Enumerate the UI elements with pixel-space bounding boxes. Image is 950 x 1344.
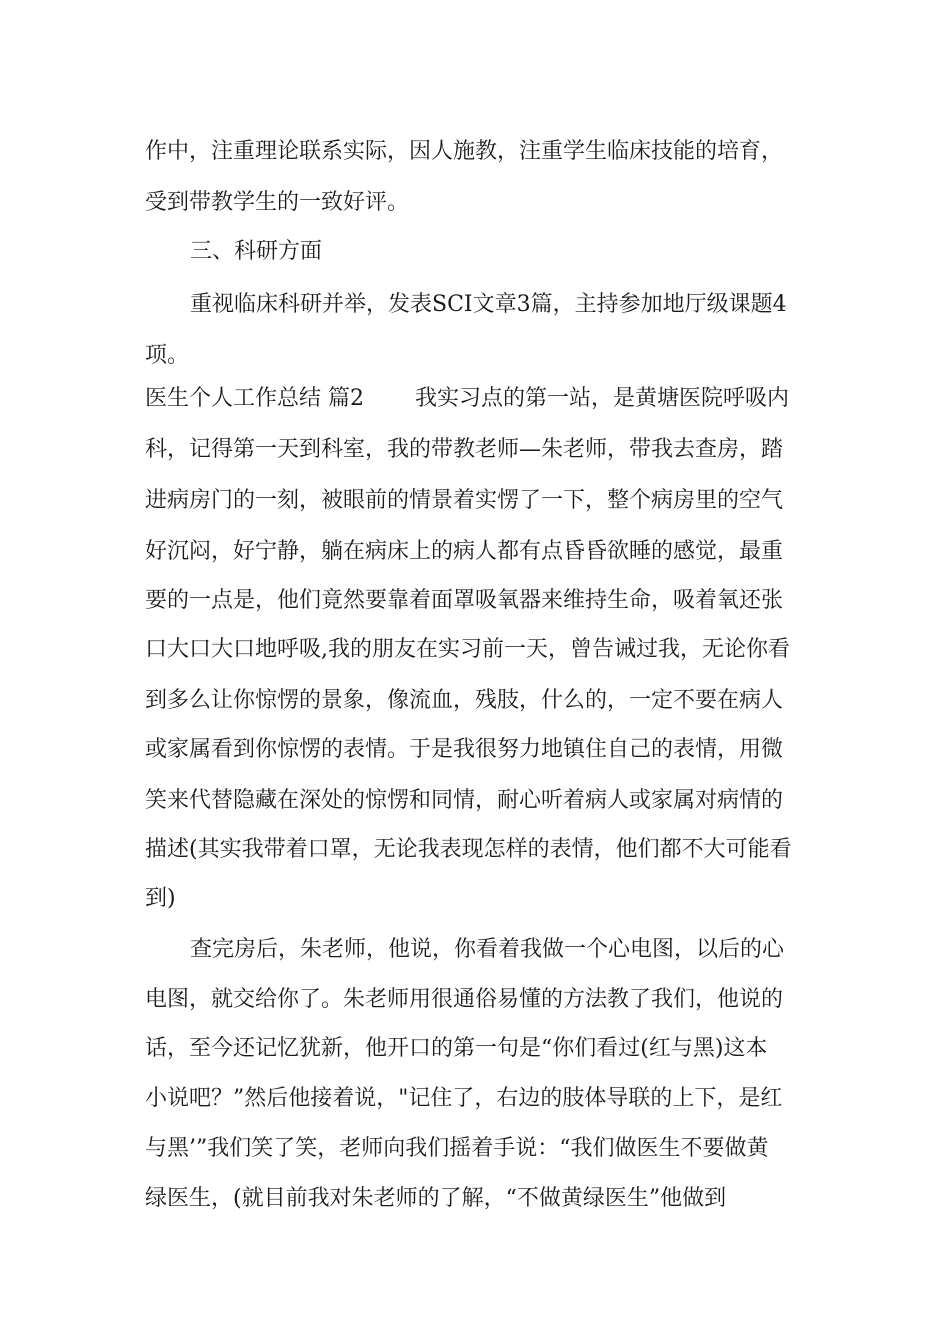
body-text-line: 小说吧？”然后他接着说，"记住了，右边的肢体导联的上下，是红 [145,1086,783,1111]
body-text-line: 到) [145,886,176,911]
body-text-line: 项。 [145,343,190,368]
body-text-line: 到多么让你惊愣的景象，像流血，残肢，什么的，一定不要在病人 [145,688,784,713]
body-text-line: 电图，就交给你了。朱老师用很通俗易懂的方法教了我们，他说的 [145,987,784,1012]
section-heading: 三、科研方面 [190,239,323,264]
body-text-line: 作中，注重理论联系实际，因人施教，注重学生临床技能的培育， [145,139,784,164]
body-text-line: 重视临床科研并举，发表SCI文章3篇，主持参加地厅级课题4 [190,292,787,317]
body-text-line: 话，至今还记忆犹新，他开口的第一句是“你们看过(红与黑)这本 [145,1036,768,1061]
body-text-line: 笑来代替隐藏在深处的惊愣和同情，耐心听着病人或家属对病情的 [145,788,784,813]
body-text-line: 口大口大口地呼吸,我的朋友在实习前一天，曾告诫过我，无论你看 [145,637,790,662]
body-text-line: 或家属看到你惊愣的表情。于是我很努力地镇住自己的表情，用微 [145,737,784,762]
body-text-line: 绿医生，(就目前我对朱老师的了解，“不做黄绿医生”他做到 [145,1186,727,1211]
body-text-line: 与黑’”我们笑了笑，老师向我们摇着手说：“我们做医生不要做黄 [145,1136,769,1161]
body-text-line: 科，记得第一天到科室，我的带教老师—朱老师，带我去查房，踏 [145,437,784,462]
body-text-line: 描述(其实我带着口罩，无论我表现怎样的表情，他们都不大可能看 [145,837,792,862]
body-text-line: 受到带教学生的一致好评。 [145,190,410,215]
body-text-line: 好沉闷，好宁静，躺在病床上的病人都有点昏昏欲睡的感觉，最重 [145,539,784,564]
body-text-line: 查完房后，朱老师，他说，你看着我做一个心电图，以后的心 [190,937,785,962]
body-text-line: 医生个人工作总结 篇2 我实习点的第一站，是黄塘医院呼吸内 [145,386,789,411]
body-text-line: 要的一点是，他们竟然要靠着面罩吸氧器来维持生命，吸着氧还张 [145,588,784,613]
body-text-line: 进病房门的一刻，被眼前的情景着实愣了一下，整个病房里的空气 [145,488,784,513]
